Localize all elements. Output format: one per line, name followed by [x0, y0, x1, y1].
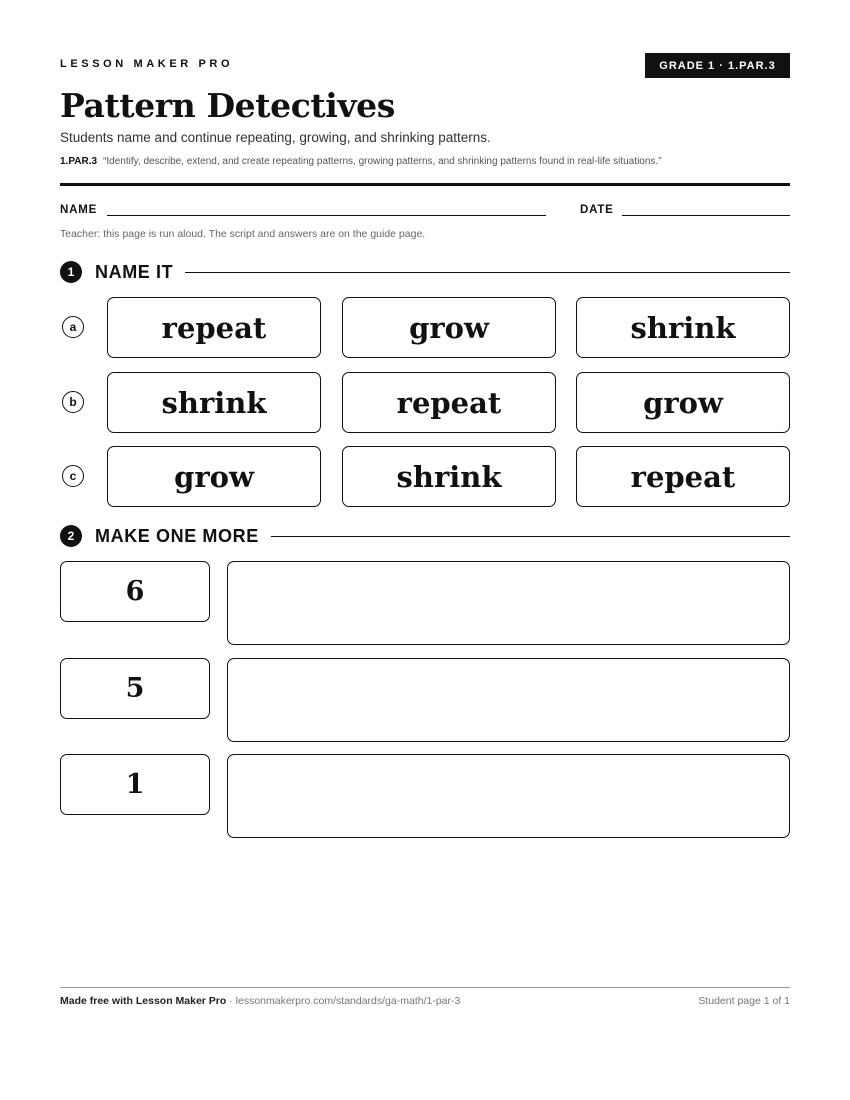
section-title: MAKE ONE MORE: [95, 525, 259, 546]
answer-box[interactable]: [227, 754, 790, 838]
section-title: NAME IT: [95, 261, 174, 282]
word-card[interactable]: repeat: [342, 372, 556, 433]
section-make-one-more: [60, 524, 790, 548]
section-number: 1: [60, 261, 82, 283]
page-title: Pattern Detectives: [60, 86, 395, 125]
grade-badge: GRADE 1 · 1.PAR.3: [645, 53, 790, 78]
section-name-it: [60, 260, 790, 284]
teacher-note: Teacher: this page is run aloud. The script and answers are on the guide page.: [60, 228, 426, 240]
standard-line: [60, 156, 662, 167]
name-field[interactable]: [107, 215, 546, 216]
word-card[interactable]: grow: [107, 446, 321, 507]
number-card: 5: [60, 658, 210, 719]
footer-page-number: Student page 1 of 1: [698, 995, 790, 1007]
word-card[interactable]: repeat: [576, 446, 790, 507]
date-field[interactable]: [622, 215, 790, 216]
word-card[interactable]: shrink: [576, 297, 790, 358]
header-divider: [60, 183, 790, 186]
brand-name: LESSON MAKER PRO: [60, 58, 234, 70]
answer-box[interactable]: [227, 561, 790, 645]
word-card[interactable]: grow: [342, 297, 556, 358]
footer-divider: [60, 987, 790, 988]
date-label: DATE: [580, 204, 614, 216]
word-card[interactable]: repeat: [107, 297, 321, 358]
row-label-a: a: [62, 316, 84, 338]
word-card[interactable]: shrink: [107, 372, 321, 433]
number-card: 6: [60, 561, 210, 622]
footer-url[interactable]: lessonmakerpro.com/standards/ga-math/1-par-3: [235, 995, 461, 1007]
answer-box[interactable]: [227, 658, 790, 742]
row-label-c: c: [62, 465, 84, 487]
row-label-b: b: [62, 391, 84, 413]
name-label: NAME: [60, 204, 98, 216]
number-card: 1: [60, 754, 210, 815]
section-number: 2: [60, 525, 82, 547]
word-card[interactable]: grow: [576, 372, 790, 433]
page-subtitle: Students name and continue repeating, growing, and shrinking patterns.: [60, 130, 491, 145]
word-card[interactable]: shrink: [342, 446, 556, 507]
footer-credit: Made free with Lesson Maker Pro · lessonmakerpro.com/standards/ga-math/1-par-3: [60, 995, 461, 1007]
footer-made-with: Made free with Lesson Maker Pro: [60, 995, 227, 1007]
standard-text: “Identify, describe, extend, and create repeating patterns, growing patterns, and shrinking patterns found in real-life situations.”: [103, 156, 662, 167]
section-rule: [185, 272, 790, 273]
section-rule: [271, 536, 790, 537]
standard-code: 1.PAR.3: [60, 156, 98, 167]
